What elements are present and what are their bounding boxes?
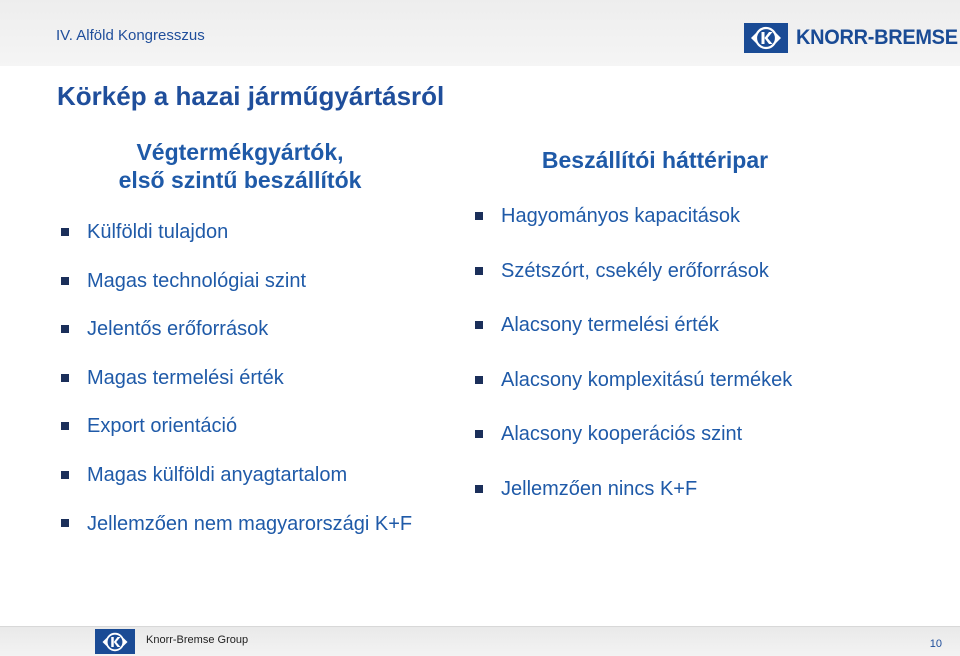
square-bullet-icon — [475, 267, 483, 275]
list-item: Jellemzően nincs K+F — [471, 477, 792, 501]
right-bullet-list — [471, 204, 792, 531]
list-item: Jellemzően nem magyarországi K+F — [57, 511, 417, 537]
square-bullet-icon — [475, 376, 483, 384]
square-bullet-icon — [61, 228, 69, 236]
page-number: 10 — [929, 638, 942, 650]
conference-title: IV. Alföld Kongresszus — [56, 27, 205, 44]
square-bullet-icon — [61, 519, 69, 527]
square-bullet-icon — [61, 471, 69, 479]
square-bullet-icon — [61, 422, 69, 430]
k-logo-icon — [744, 23, 788, 53]
k-logo-icon — [95, 629, 135, 654]
list-item: Szétszórt, csekély erőforrások — [471, 259, 792, 283]
left-column-heading — [56, 138, 424, 194]
list-item: Magas külföldi anyagtartalom — [57, 463, 417, 487]
list-item: Magas termelési érték — [57, 366, 417, 390]
left-heading-line-2: első szintű beszállítók — [118, 167, 362, 193]
list-item: Export orientáció — [57, 414, 417, 438]
list-item: Külföldi tulajdon — [57, 220, 417, 244]
knorr-bremse-logo — [744, 23, 960, 53]
list-item: Alacsony kooperációs szint — [471, 422, 792, 446]
square-bullet-icon — [475, 430, 483, 438]
slide-title: Körkép a hazai járműgyártásról — [57, 81, 445, 111]
list-item: Alacsony termelési érték — [471, 313, 792, 337]
left-heading-line-1: Végtermékgyártók, — [136, 139, 344, 165]
square-bullet-icon — [475, 321, 483, 329]
list-item: Magas technológiai szint — [57, 269, 417, 293]
list-item: Hagyományos kapacitások — [471, 204, 792, 228]
footer-group-name: Knorr-Bremse Group — [146, 634, 249, 646]
square-bullet-icon — [61, 277, 69, 285]
left-bullet-list — [57, 220, 417, 562]
square-bullet-icon — [61, 374, 69, 382]
list-item: Jelentős erőforrások — [57, 317, 417, 341]
brand-name: KNORR-BREMSE — [796, 26, 958, 49]
right-column-heading: Beszállítói háttéripar — [541, 147, 769, 173]
square-bullet-icon — [475, 485, 483, 493]
square-bullet-icon — [475, 212, 483, 220]
footer-band — [0, 626, 960, 656]
list-item: Alacsony komplexitású termékek — [471, 368, 792, 392]
square-bullet-icon — [61, 325, 69, 333]
